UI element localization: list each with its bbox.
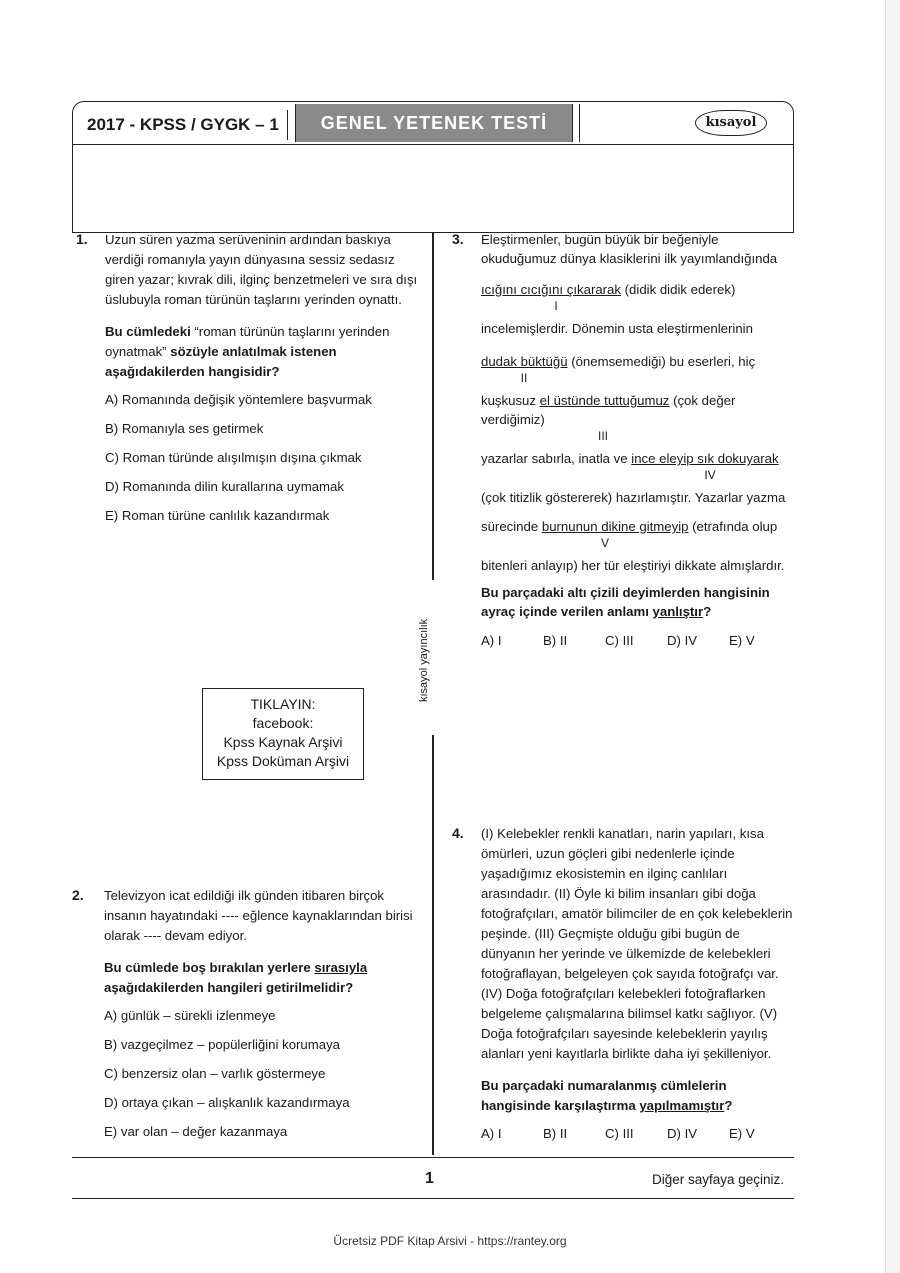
promo-line-1: TIKLAYIN: bbox=[250, 696, 316, 712]
q3-option-e: E) V bbox=[729, 633, 755, 648]
q4-option-d: D) IV bbox=[667, 1126, 698, 1141]
header-divider bbox=[73, 144, 793, 145]
q3-idiom-2: dudak büktüğü (önemsemediği) bu eserleri, hiç bbox=[481, 354, 756, 369]
q3-idiom-3: kuşkusuz el üstünde tuttuğumuz (çok değer verdiğimiz) bbox=[481, 393, 736, 427]
q1-option-b: B) Romanıyla ses getirmek bbox=[105, 421, 264, 436]
q4-text: (I) Kelebekler renkli kanatları, narin yapıları, kısa ömürleri, uzun göçleri gibi nedenlerle içinde yaşadığımız ekosistemin en ilginç canlıları arasındadır. (II) Öyle ki bilim insanları gibi doğa fotoğrafçıları, amatör bilimciler de en çok kelebeklerin peşinde. (III) Geçmişte olduğu gibi bugün de dünyanın her yerinde ve ülkemizde de kelebekleri fotoğraflayan, belgeleyen çok sayıda fotoğrafçı var. (IV) Doğa fotoğrafçıları kelebekleri fotoğraflarken belgeleme çalışmalarına bilimsel katkı sağlıyor. (V) Doğa fotoğrafçıları sayesinde kelebeklerin yayılış alanları yeni kayıtlarla birlikte daha iyi şekilleniyor. bbox=[481, 826, 793, 1061]
q1-option-a: A) Romanında değişik yöntemlere başvurmak bbox=[105, 392, 372, 407]
test-title: GENEL YETENEK TESTİ bbox=[295, 104, 573, 142]
q3-roman-4: IV bbox=[704, 468, 716, 482]
column-divider-top bbox=[432, 232, 434, 580]
q3-roman-1: I bbox=[554, 299, 558, 313]
promo-line-3: Kpss Kaynak Arşivi bbox=[223, 734, 343, 750]
next-page-note: Diğer sayfaya geçiniz. bbox=[652, 1172, 785, 1187]
q3-option-b: B) II bbox=[543, 633, 568, 648]
question-4 bbox=[481, 824, 797, 1144]
q1-number: 1. bbox=[76, 231, 88, 247]
q3-idiom-4: yazarlar sabırla, inatla ve ince eleyip sık dokuyarak bbox=[481, 451, 779, 466]
question-1 bbox=[105, 230, 419, 535]
promo-line-4: Kpss Doküman Arşivi bbox=[216, 753, 350, 769]
q4-options bbox=[481, 1124, 797, 1144]
q4-option-b: B) II bbox=[543, 1126, 568, 1141]
q1-options bbox=[105, 390, 419, 535]
q1-text: Uzun süren yazma serüveninin ardından baskıya verdiği romanıyla yayın dünyasına sessiz sedasız giren yazar; kıvrak dili, ilginç benzetmeleri ve sıra dışı üslubuyla roman türünün taşlarını yerinden oynattı. bbox=[105, 232, 418, 307]
q4-number: 4. bbox=[452, 825, 464, 841]
q3-roman-3: III bbox=[597, 429, 608, 443]
exam-header bbox=[72, 101, 794, 233]
q2-option-c: C) benzersiz olan – varlık göstermeye bbox=[104, 1066, 326, 1081]
footer-divider-top bbox=[72, 1157, 794, 1158]
promo-box bbox=[202, 688, 364, 780]
q3-roman-2: II bbox=[520, 371, 528, 385]
q2-option-e: E) var olan – değer kazanmaya bbox=[104, 1124, 288, 1139]
q3-prompt: Bu parçadaki altı çizili deyimlerden hangisinin ayraç içinde verilen anlamı yanlıştır? bbox=[481, 585, 770, 619]
q3-mid-2: (çok titizlik göstererek) hazırlamıştır. Yazarlar yazma bbox=[481, 490, 786, 505]
q3-mid-1: incelemişlerdir. Dönemin usta eleştirmenlerinin bbox=[481, 321, 753, 336]
q3-number: 3. bbox=[452, 231, 464, 247]
page-number: 1 bbox=[425, 1170, 434, 1187]
logo-area bbox=[579, 104, 789, 142]
q3-options bbox=[481, 631, 795, 650]
q3-end: bitenleri anlayıp) her tür eleştiriyi dikkate almışlardır. bbox=[481, 558, 785, 573]
question-3 bbox=[481, 230, 795, 650]
q4-option-a: A) I bbox=[481, 1126, 502, 1141]
q1-option-d: D) Romanında dilin kurallarına uymamak bbox=[105, 479, 344, 494]
q3-idiom-5: sürecinde burnunun dikine gitmeyip (etrafında olup bbox=[481, 519, 778, 534]
publisher-vertical-label: kısayol yayıncılık bbox=[418, 618, 430, 702]
promo-line-2: facebook: bbox=[252, 715, 314, 731]
q3-roman-5: V bbox=[600, 536, 609, 550]
q3-option-c: C) III bbox=[605, 633, 634, 648]
footer-divider-bottom bbox=[72, 1198, 794, 1199]
source-note: Ücretsiz PDF Kitap Arsivi - https://rantey.org bbox=[333, 1234, 567, 1248]
q3-intro: Eleştirmenler, bugün büyük bir beğeniyle okuduğumuz dünya klasiklerini ilk yayımlandığında bbox=[481, 232, 778, 266]
q2-number: 2. bbox=[72, 887, 84, 903]
q3-option-d: D) IV bbox=[667, 633, 698, 648]
q4-option-c: C) III bbox=[605, 1126, 634, 1141]
q2-text: Televizyon icat edildiği ilk günden itibaren birçok insanın hayatındaki ---- eğlence kaynaklarından birisi olarak ---- devam ediyor. bbox=[104, 888, 413, 943]
q4-option-e: E) V bbox=[729, 1126, 755, 1141]
q2-prompt: Bu cümlede boş bırakılan yerlere sırasıyla aşağıdakilerden hangileri getirilmelidir? bbox=[104, 960, 368, 995]
q1-prompt: Bu cümledeki “roman türünün taşlarını yerinden oynatmak” sözüyle anlatılmak istenen aşağıdakilerden hangisidir? bbox=[105, 324, 390, 379]
page-edge bbox=[885, 0, 900, 1273]
q2-option-b: B) vazgeçilmez – popülerliğini korumaya bbox=[104, 1037, 341, 1052]
q2-options bbox=[104, 1006, 420, 1151]
q1-option-c: C) Roman türünde alışılmışın dışına çıkmak bbox=[105, 450, 362, 465]
q1-option-e: E) Roman türüne canlılık kazandırmak bbox=[105, 508, 330, 523]
q4-prompt: Bu parçadaki numaralanmış cümlelerin hangisinde karşılaştırma yapılmamıştır? bbox=[481, 1078, 733, 1113]
question-2 bbox=[104, 886, 420, 1151]
q3-option-a: A) I bbox=[481, 633, 502, 648]
exam-code: 2017 - KPSS / GYGK – 1 bbox=[79, 110, 288, 140]
q3-idiom-1: ıcığını cıcığını çıkararak (didik didik ederek) bbox=[481, 282, 736, 297]
q2-option-d: D) ortaya çıkan – alışkanlık kazandırmaya bbox=[104, 1095, 350, 1110]
publisher-logo: kısayol bbox=[695, 110, 767, 136]
column-divider-bottom bbox=[432, 735, 434, 1155]
q2-option-a: A) günlük – sürekli izlenmeye bbox=[104, 1008, 276, 1023]
